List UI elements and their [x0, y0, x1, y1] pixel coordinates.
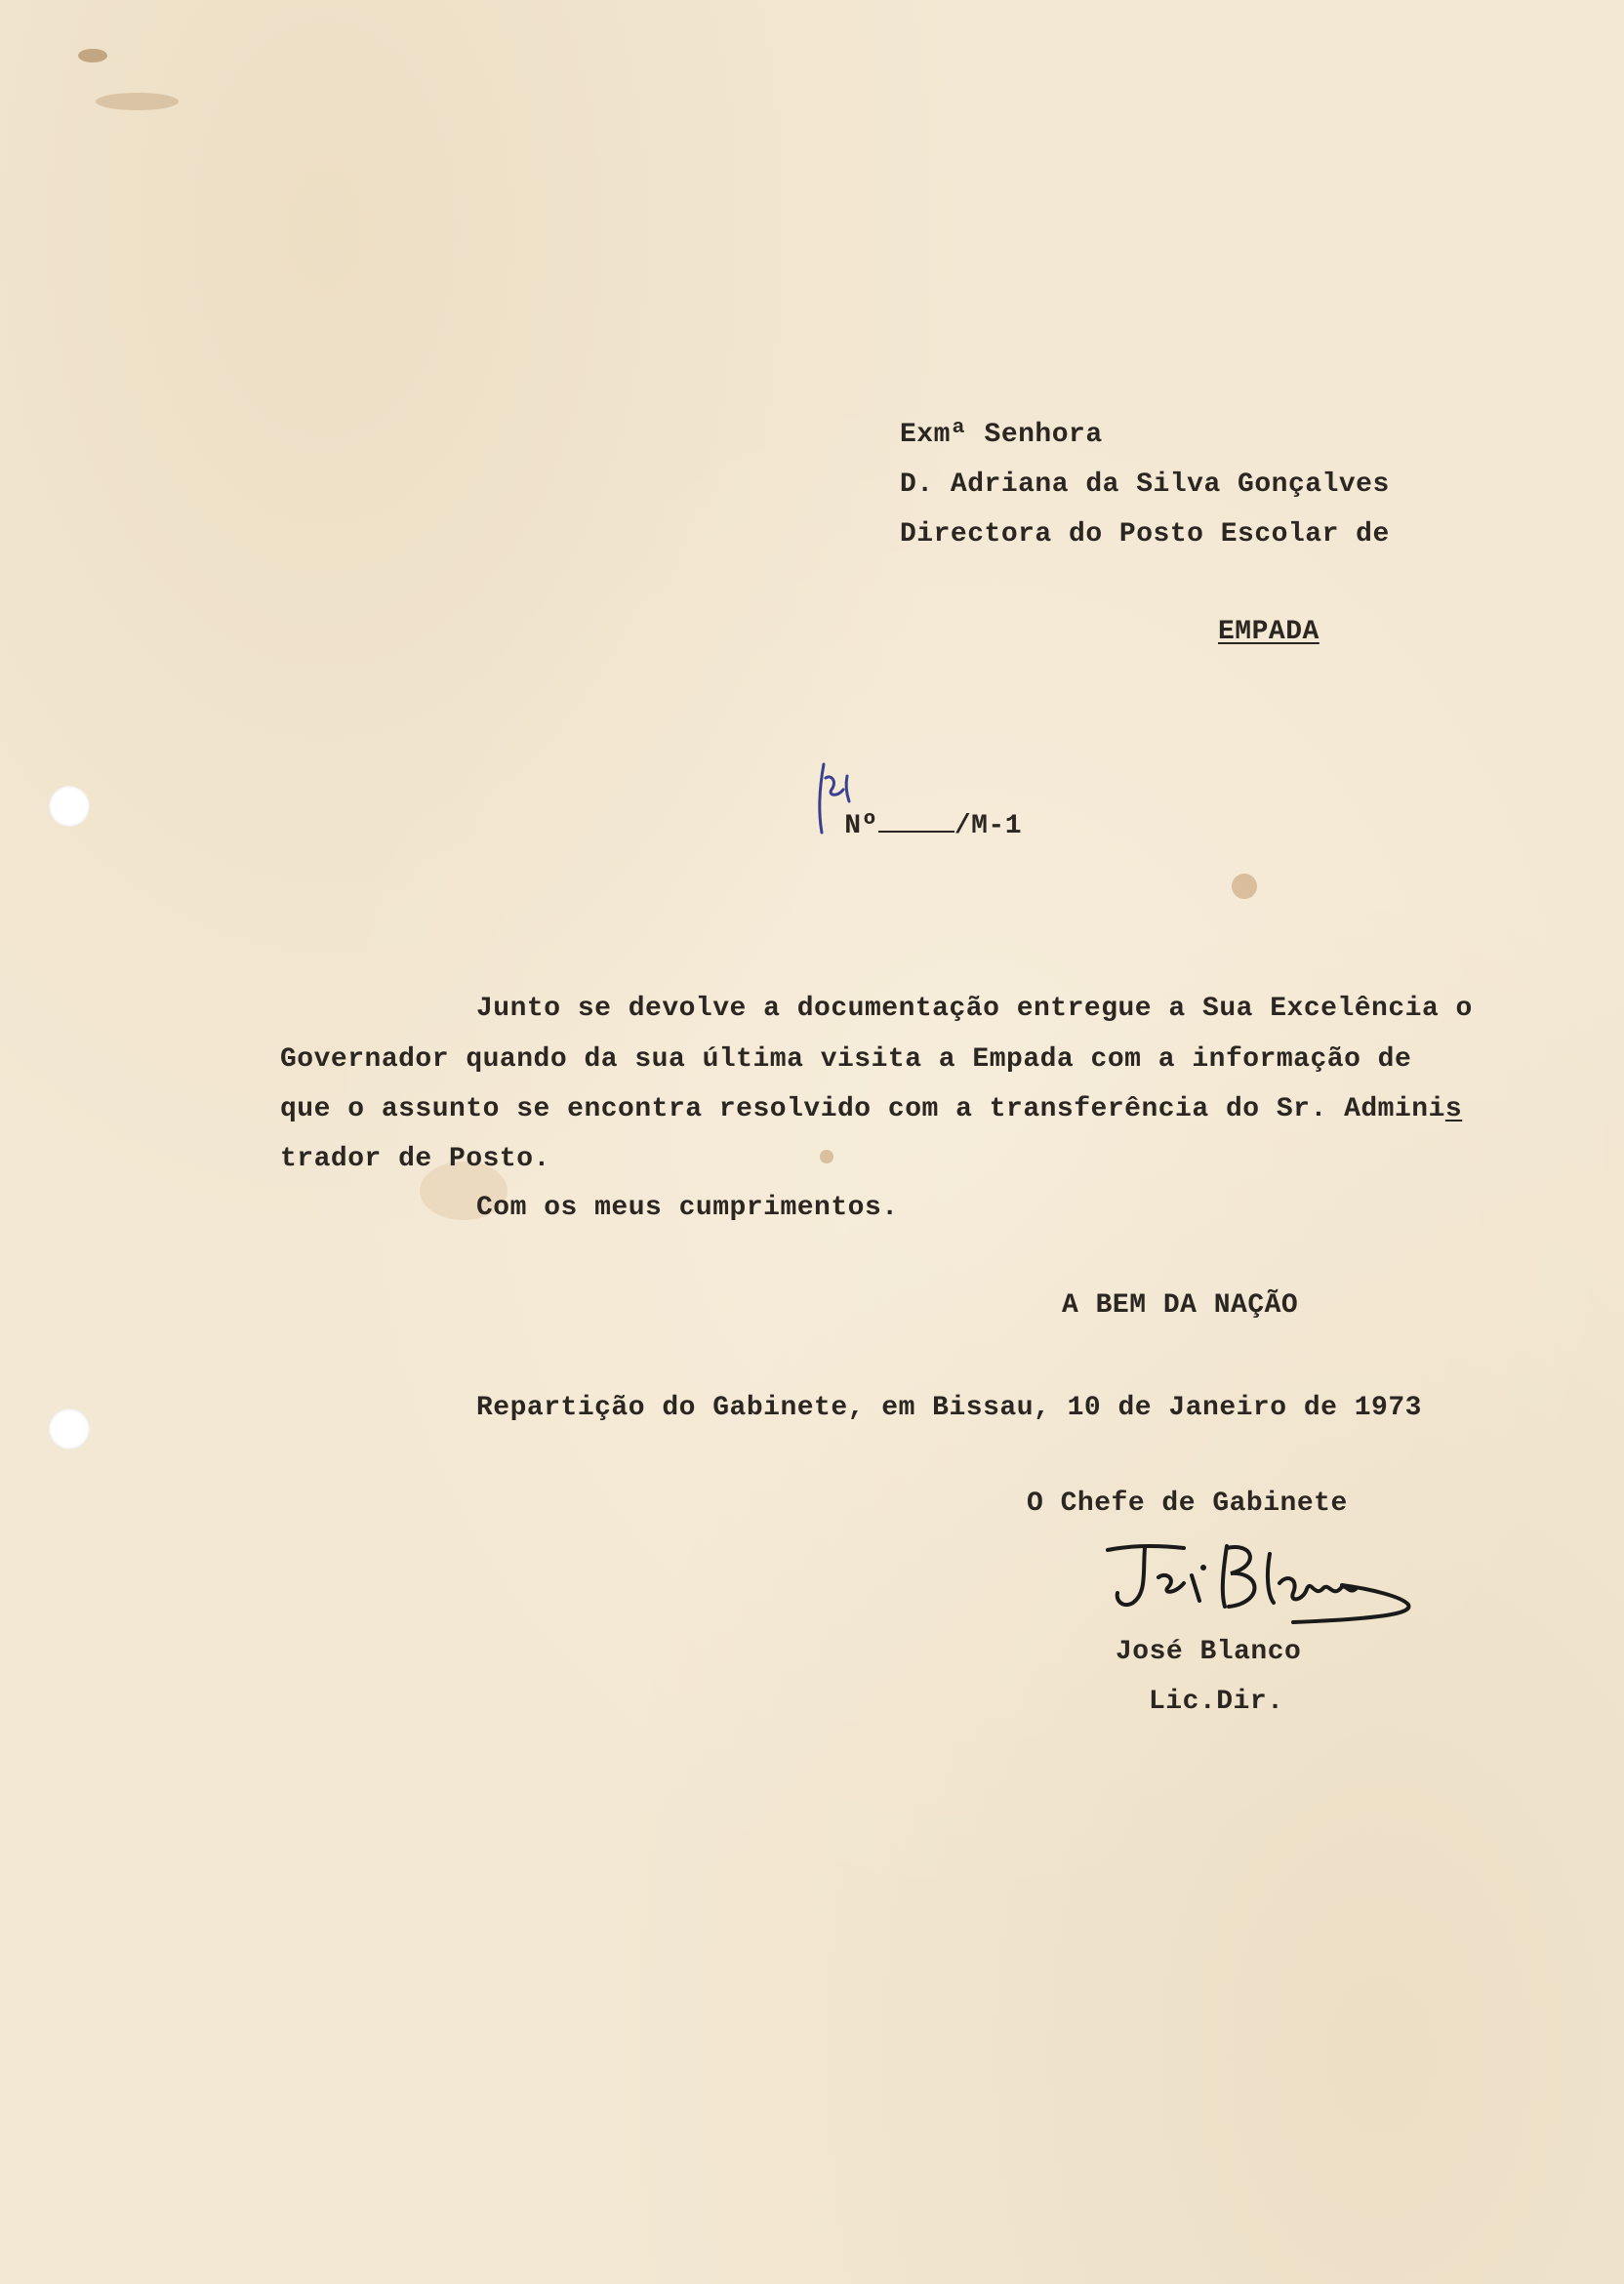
stain-mark — [96, 93, 179, 110]
reference-prefix: Nº — [844, 811, 878, 841]
closing-line: Com os meus cumprimentos. — [476, 1193, 899, 1223]
recipient-title: Directora do Posto Escolar de — [900, 519, 1390, 550]
stain-mark — [1232, 874, 1257, 899]
punch-hole-top — [49, 786, 90, 827]
body-line-2: Governador quando da sua última visita a Empada com a informação de — [280, 1044, 1412, 1075]
date-line: Repartição do Gabinete, em Bissau, 10 de Janeiro de 1973 — [476, 1393, 1422, 1423]
reference-blank — [878, 811, 954, 833]
body-line-3-underlined: s — [1444, 1094, 1463, 1124]
body-line-3 — [280, 1094, 1462, 1124]
handwritten-signature — [1098, 1532, 1420, 1640]
recipient-place: EMPADA — [1218, 617, 1320, 647]
salutation: Exmª Senhora — [900, 420, 1103, 450]
reference-suffix: /M-1 — [954, 811, 1023, 841]
body-line-1: Junto se devolve a documentação entregue a Sua Excelência o — [476, 994, 1473, 1024]
body-line-4: trador de Posto. — [280, 1144, 550, 1174]
punch-hole-bottom — [49, 1408, 90, 1449]
body-line-3-text: que o assunto se encontra resolvido com a transferência do Sr. Admini — [280, 1094, 1445, 1124]
recipient-name: D. Adriana da Silva Gonçalves — [900, 469, 1390, 500]
stain-mark — [78, 49, 107, 62]
signatory-degree: Lic.Dir. — [1149, 1687, 1284, 1717]
stain-mark — [820, 1150, 833, 1163]
motto: A BEM DA NAÇÃO — [1062, 1290, 1299, 1321]
signatory-role: O Chefe de Gabinete — [1027, 1489, 1348, 1519]
handwritten-reference-mark — [810, 756, 873, 835]
signatory-name: José Blanco — [1116, 1637, 1302, 1667]
